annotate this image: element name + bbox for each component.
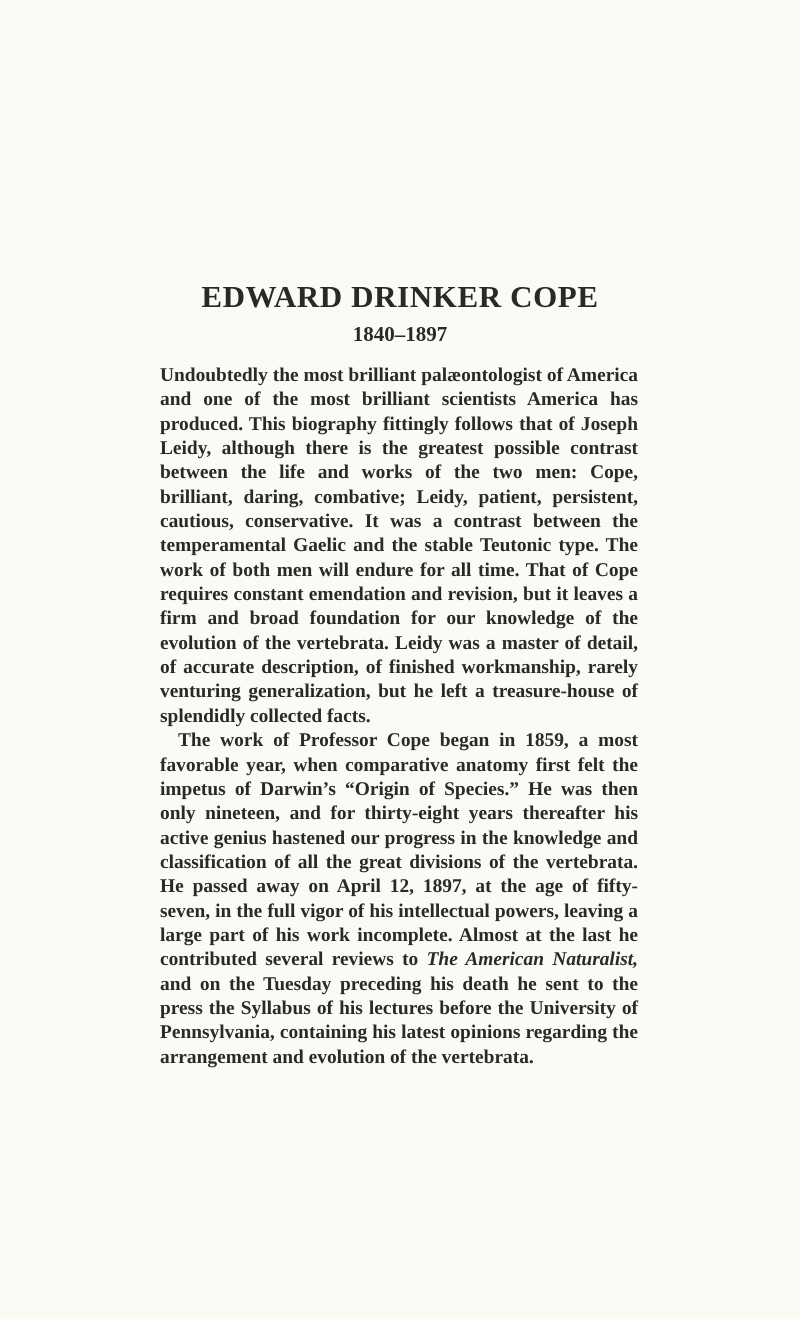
paragraph-2 bbox=[160, 729, 638, 1070]
paragraph-1: Undoubtedly the most brilliant palæontologist of America and one of the most brilliant scientists America has produced. This biography fittingly follows that of Joseph Leidy, although there is the greatest possible contrast between the life and works of the two men: Cope, brilliant, daring, combative; Leidy, patient, persistent, cautious, conservative. It was a contrast between the temperamental Gaelic and the stable Teutonic type. The work of both men will endure for all time. That of Cope requires constant emendation and revision, but it leaves a firm and broad foundation for our knowledge of the evolution of the vertebrata. Leidy was a master of detail, of accurate description, of finished workmanship, rarely venturing generalization, but he left a treasure-house of splendidly collected facts. bbox=[160, 365, 638, 727]
page-title: EDWARD DRINKER COPE bbox=[201, 279, 599, 314]
life-dates: 1840–1897 bbox=[352, 322, 448, 346]
paragraph-2-text-end: and on the Tuesday preceding his death he sent to the press the Syllabus of his lectures before the University of Pennsylvania, containing his latest opinions regarding the arrangement and evolution of the vertebrata. bbox=[160, 973, 638, 1068]
article-body bbox=[160, 364, 638, 1070]
journal-title: The American Naturalist, bbox=[426, 949, 638, 971]
paragraph-2-text-start: The work of Professor Cope began in 1859, a most favorable year, when comparative anatomy first felt the impetus of Darwin’s “Origin of Species.” He was then only nineteen, and for thirty-eight years thereafter his active genius hastened our progress in the knowledge and classification of all the great divisions of the vertebrata. He passed away on April 12, 1897, at the age of fifty-seven, in the full vigor of his intellectual powers, leaving a large part of his work incomplete. Almost at the last he contributed several reviews to bbox=[160, 730, 638, 971]
